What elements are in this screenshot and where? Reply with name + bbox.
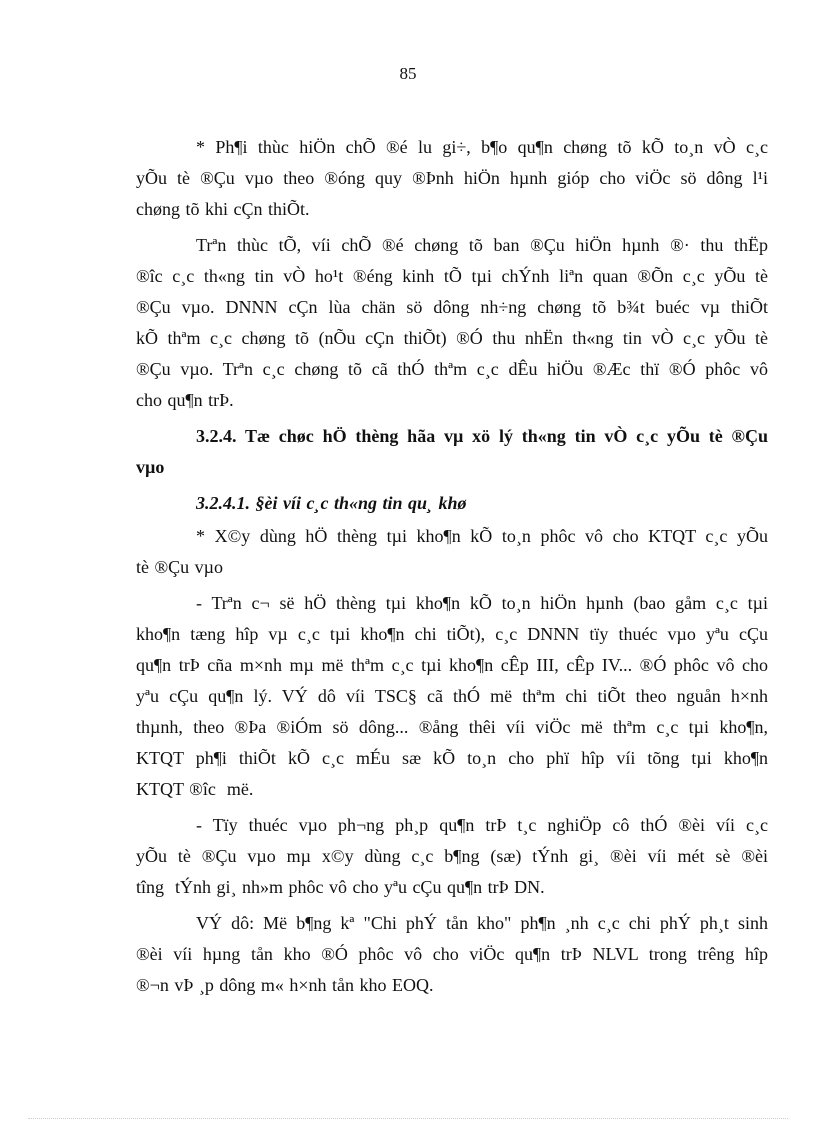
paragraph-1-line-3: chøng tõ khi cÇn thiÕt. [136,199,310,219]
paragraph-4-line-6: KTQT ph¶i thiÕt kÕ c¸c mÉu sæ kÕ to¸n cho phï hîp víi tõng tµi kho¶n [136,748,768,768]
paragraph-6-line-1: VÝ dô: Më b¶ng kª "Chi phÝ tån kho" ph¶n ¸nh c¸c chi phÝ ph¸t sinh [196,913,768,933]
paragraph-6-line-2: ®èi víi hµng tån kho ®Ó phôc vô cho viÖc qu¶n trÞ NLVL trong trêng hîp [136,944,768,964]
paragraph-4-line-5: thµnh, theo ®Þa ®iÓm sö dông... ®ång thêi víi viÖc më thªm c¸c tµi kho¶n, [136,717,768,737]
paragraph-3-line-1: * X©y dùng hÖ thèng tµi kho¶n kÕ to¸n phôc vô cho KTQT c¸c yÕu [196,526,768,546]
page-bottom-divider [28,1118,788,1119]
paragraph-5-line-1: - Tïy thuéc vµo ph¬ng ph¸p qu¶n trÞ t¸c nghiÖp cô thÓ ®èi víi c¸c [196,815,768,835]
section-heading-line-2: vµo [136,457,165,477]
paragraph-1-line-2: yÕu tè ®Çu vµo theo ®óng quy ®Þnh hiÖn hµnh gióp cho viÖc sö dông l¹i [136,168,768,188]
paragraph-6-line-3: ®¬n vÞ ¸p dông m« h×nh tån kho EOQ. [136,975,434,995]
paragraph-2-line-1: Trªn thùc tÕ, víi chÕ ®é chøng tõ ban ®Çu hiÖn hµnh ®· thu thËp [196,235,768,255]
paragraph-1-line-1: * Ph¶i thùc hiÖn chÕ ®é lu gi÷, b¶o qu¶n chøng tõ kÕ to¸n vÒ c¸c [196,137,768,157]
paragraph-2-line-2: ®îc c¸c th«ng tin vÒ ho¹t ®éng kinh tÕ tµi chÝnh liªn quan ®Õn c¸c yÕu tè [136,266,768,286]
paragraph-5-line-3: tîng tÝnh gi¸ nh»m phôc vô cho yªu cÇu qu¶n trÞ DN. [136,877,545,897]
paragraph-4-line-1: - Trªn c¬ së hÖ thèng tµi kho¶n kÕ to¸n hiÖn hµnh (bao gåm c¸c tµi [196,593,768,613]
subsection-heading: 3.2.4.1. §èi víi c¸c th«ng tin qu¸ khø [196,493,467,513]
paragraph-2-line-4: kÕ thªm c¸c chøng tõ (nÕu cÇn thiÕt) ®Ó thu nhËn th«ng tin vÒ c¸c yÕu tè [136,328,768,348]
paragraph-4-line-3: qu¶n trÞ cña m×nh mµ më thªm c¸c tµi kho¶n cÊp III, cÊp IV... ®Ó phôc vô cho [136,655,768,675]
section-heading-line-1: 3.2.4. Tæ chøc hÖ thèng hãa vµ xö lý th«ng tin vÒ c¸c yÕu tè ®Çu [196,426,768,446]
paragraph-4-line-2: kho¶n tæng hîp vµ c¸c tµi kho¶n chi tiÕt), c¸c DNNN tïy thuéc vµo yªu cÇu [136,624,768,644]
paragraph-4-line-7: KTQT ®îc më. [136,779,254,799]
page-number: 85 [399,64,417,83]
paragraph-5-line-2: yÕu tè ®Çu vµo mµ x©y dùng c¸c b¶ng (sæ) tÝnh gi¸ ®èi víi mét sè ®èi [136,846,768,866]
paragraph-2-line-5: ®Çu vµo. Trªn c¸c chøng tõ cã thÓ thªm c¸c dÊu hiÖu ®Æc thï ®Ó phôc vô [136,359,768,379]
paragraph-2-line-6: cho qu¶n trÞ. [136,390,234,410]
paragraph-3-line-2: tè ®Çu vµo [136,557,224,577]
paragraph-4-line-4: yªu cÇu qu¶n lý. VÝ dô víi TSC§ cã thÓ më thªm chi tiÕt theo nguån h×nh [136,686,768,706]
paragraph-2-line-3: ®Çu vµo. DNNN cÇn lùa chän sö dông nh÷ng chøng tõ b¾t buéc vµ thiÕt [136,297,768,317]
